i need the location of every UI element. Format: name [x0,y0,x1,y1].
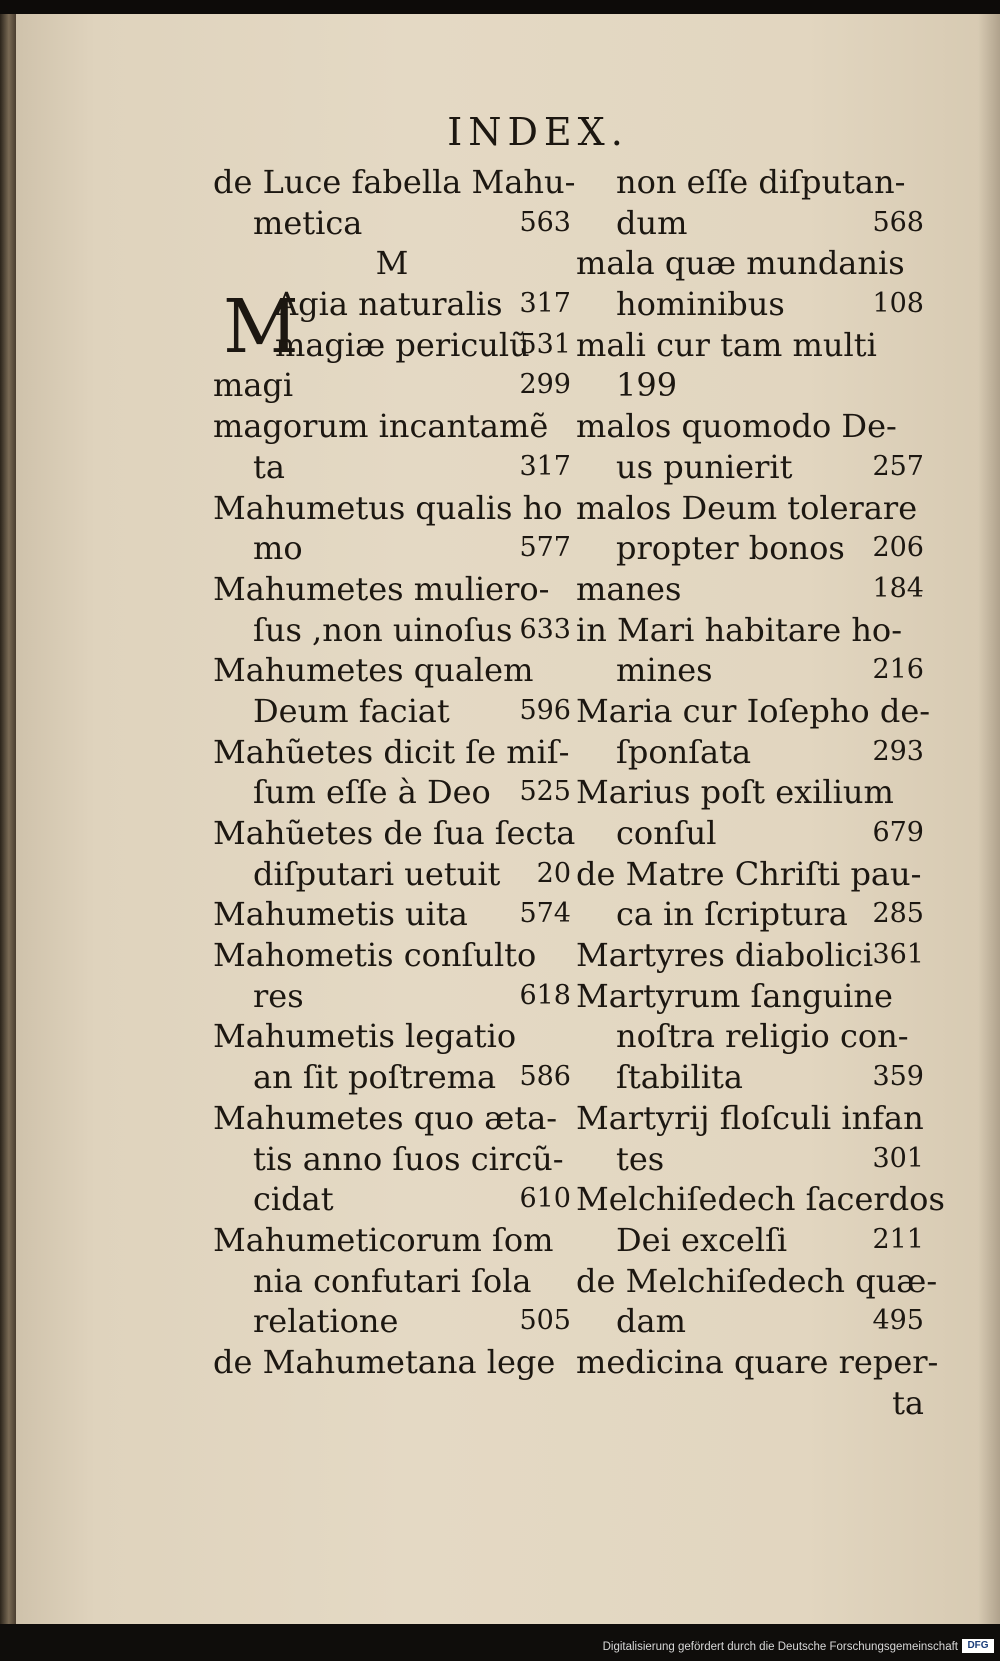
index-entry [576,976,924,1017]
index-entry-text: noſtra religio con- [616,1017,909,1056]
index-entry-page-number: 206 [872,532,924,564]
index-entry-text: ſus ,non uinoſus [253,610,513,649]
index-entry [576,610,924,651]
index-entry [213,1301,571,1342]
index-entry [576,284,924,325]
index-entry-page-number: 361 [872,939,924,971]
scan-border-top [0,0,1000,14]
index-entry-page-number: 586 [519,1061,571,1093]
index-entry-page-number: 285 [872,898,924,930]
index-entry-text: Melchiſedech ſacerdos [576,1180,945,1219]
index-entry [213,569,571,610]
index-entry [213,1057,571,1098]
index-entry [213,854,571,895]
index-entry-text: de Matre Chriſti pau- [576,854,922,893]
index-entry [213,243,571,284]
index-entry-text: tis anno ſuos circũ- [253,1139,564,1178]
index-entry-text: Mahumetis uita [213,895,468,934]
index-entry [213,1261,571,1302]
index-entry-text: Mahometis conſulto [213,936,537,975]
index-entry-text: ſtabilita [616,1058,743,1097]
index-entry [576,854,924,895]
index-entry [213,203,571,244]
index-entry-text: Mahumetes qualem [213,651,534,690]
index-entry [576,1261,938,1302]
index-entry-text: 199 [616,366,678,405]
index-entry-text: M [375,244,409,283]
index-entry-text: relatione [253,1302,399,1341]
index-entry-text: magi [213,366,294,405]
index-entry-text: de Luce fabella Mahu- [213,163,576,201]
index-entry [576,691,931,732]
index-entry-text: Martyrij floſculi infan [576,1098,924,1137]
index-entry [576,325,924,366]
index-entry-text: Mahumetus qualis ho [213,488,563,527]
index-entry-text: Mahumetis legatio [213,1017,517,1056]
index-entry-text: ca in ſcriptura [616,895,848,934]
index-entry-page-number: 574 [519,898,571,930]
index-entry-page-number: 531 [519,328,571,360]
index-entry [213,610,571,651]
index-entry [576,1179,945,1220]
index-entry [213,935,571,976]
index-entry [576,243,924,284]
index-entry-page-number: 108 [872,288,924,320]
index-entry-text: de Melchiſedech quæ- [576,1261,938,1300]
index-entry [213,1179,571,1220]
index-entry-page-number: 257 [872,450,924,482]
index-entry [213,447,571,488]
index-entry-text: nia confutari ſola [253,1261,532,1300]
index-entry [213,813,576,854]
index-entry [576,365,924,406]
index-entry-page-number: 216 [872,654,924,686]
index-entry [213,488,571,529]
index-entry [213,772,571,813]
index-entry-text: mines [616,651,713,690]
index-entry [576,406,924,447]
index-entry [576,569,924,610]
index-entry-text: us punierit [616,447,793,486]
index-entry-page-number: 184 [872,572,924,604]
index-entry [213,325,571,366]
index-entry-text: mo [253,529,303,568]
page-edge-left [0,14,16,1624]
book-page [16,14,1000,1624]
index-entry [576,1220,924,1261]
index-entry [576,1098,924,1139]
index-entry [576,1016,924,1057]
index-entry-text: Martyres diabolici [576,936,874,975]
index-entry-page-number: 317 [519,450,571,482]
index-entry-page-number: 525 [519,776,571,808]
index-entry-text: Mahũetes de ſua ſecta [213,814,576,852]
index-entry [213,732,571,773]
index-entry-text: Mahumeticorum ſom [213,1220,554,1259]
index-entry-page-number: 495 [872,1305,924,1337]
index-entry [576,732,924,773]
index-entry [576,1383,924,1424]
index-entry-text: propter bonos [616,529,845,568]
index-entry [576,1139,924,1180]
index-entry-text: in Mari habitare ho- [576,610,902,649]
index-entry [213,406,571,447]
index-entry [213,365,571,406]
index-entry-text: an ſit poſtrema [253,1058,497,1097]
index-entry-page-number: 505 [519,1305,571,1337]
index-entry-text: malos quomodo De- [576,407,897,446]
index-column-left [213,162,576,1383]
index-entry-page-number: 299 [519,369,571,401]
index-entry [576,1342,939,1383]
index-entry-text: diſputari uetuit [253,854,501,893]
index-entry [576,772,924,813]
footer-credit: Digitalisierung gefördert durch die Deutsche Forschungsgemeinschaft [602,1641,958,1653]
index-entry-text: Mahumetes muliero- [213,569,550,608]
index-entry [213,894,571,935]
index-entry [213,162,576,203]
index-entry-page-number: 679 [872,817,924,848]
index-entry-text: non eſſe diſputan- [616,163,906,201]
index-entry-page-number: 568 [872,206,924,238]
index-entry [576,1301,924,1342]
index-entry-text: Marius poſt exilium [576,773,894,812]
index-entry-text: mala quæ mundanis [576,244,905,283]
index-entry-text: malos Deum tolerare [576,488,918,527]
index-entry-text: tes [616,1139,665,1178]
index-entry [576,162,924,203]
index-entry-text: Agia naturalis [275,285,503,324]
index-entry-text: conſul [616,814,717,852]
index-entry-text: Mahumetes quo æta- [213,1098,558,1137]
index-entry-page-number: 211 [872,1223,924,1255]
index-entry-text: ta [253,447,285,486]
index-entry-text: medicina quare reper- [576,1342,939,1381]
index-entry [576,650,924,691]
index-entry [213,976,571,1017]
index-entry [213,691,571,732]
index-entry-page-number: 20 [536,857,571,889]
dfg-logo: DFG [962,1639,994,1653]
index-entry [213,1098,571,1139]
index-entry-text: Martyrum ſanguine [576,976,893,1015]
index-entry-page-number: 563 [519,206,571,238]
index-entry-text: Maria cur Ioſepho de- [576,691,931,730]
index-entry-page-number: 610 [519,1183,571,1215]
index-entry-page-number: 633 [519,613,571,645]
index-entry-page-number: 596 [519,694,571,726]
index-entry [576,813,924,854]
index-entry-text: magiæ periculũ [275,325,530,364]
index-entry [576,1057,924,1098]
index-entry [576,528,924,569]
index-entry-text: cidat [253,1180,334,1219]
index-entry [213,1342,571,1383]
index-entry-text: ſum eſſe à Deo [253,773,491,812]
index-entry-page-number: 301 [872,1142,924,1174]
index-entry [576,935,924,976]
index-entry-text: hominibus [616,285,785,324]
index-entry-text: ta [892,1383,924,1422]
index-entry [213,1139,571,1180]
index-entry [576,894,924,935]
index-entry-text: manes [576,569,682,608]
index-entry-page-number: 293 [872,735,924,767]
index-entry [213,650,571,691]
index-entry-text: metica [253,203,363,242]
index-entry-text: res [253,976,304,1015]
index-entry-text: dam [616,1302,686,1341]
page-header: INDEX. [447,110,629,154]
index-entry [213,1016,571,1057]
index-entry-text: magorum incantamẽ [213,407,549,446]
index-entry-text: Dei excelſi [616,1220,788,1259]
index-entry-text: de Mahumetana lege [213,1342,556,1381]
index-entry [213,1220,571,1261]
index-entry-text: dum [616,203,688,242]
index-entry-page-number: 317 [519,288,571,320]
index-entry [576,447,924,488]
index-entry-text: ſponſata [616,732,752,771]
dropcap-letter: M [223,284,299,371]
index-entry [576,203,924,244]
index-entry-page-number: 577 [519,532,571,564]
index-entry-page-number: 618 [519,979,571,1011]
index-entry-text: Deum faciat [253,691,450,730]
index-entry [576,488,924,529]
index-entry-page-number: 359 [872,1061,924,1093]
index-column-right [576,162,945,1423]
index-entry [213,528,571,569]
index-entry-text: Mahũetes dicit ſe miſ- [213,732,570,771]
index-entry-text: mali cur tam multi [576,325,877,364]
